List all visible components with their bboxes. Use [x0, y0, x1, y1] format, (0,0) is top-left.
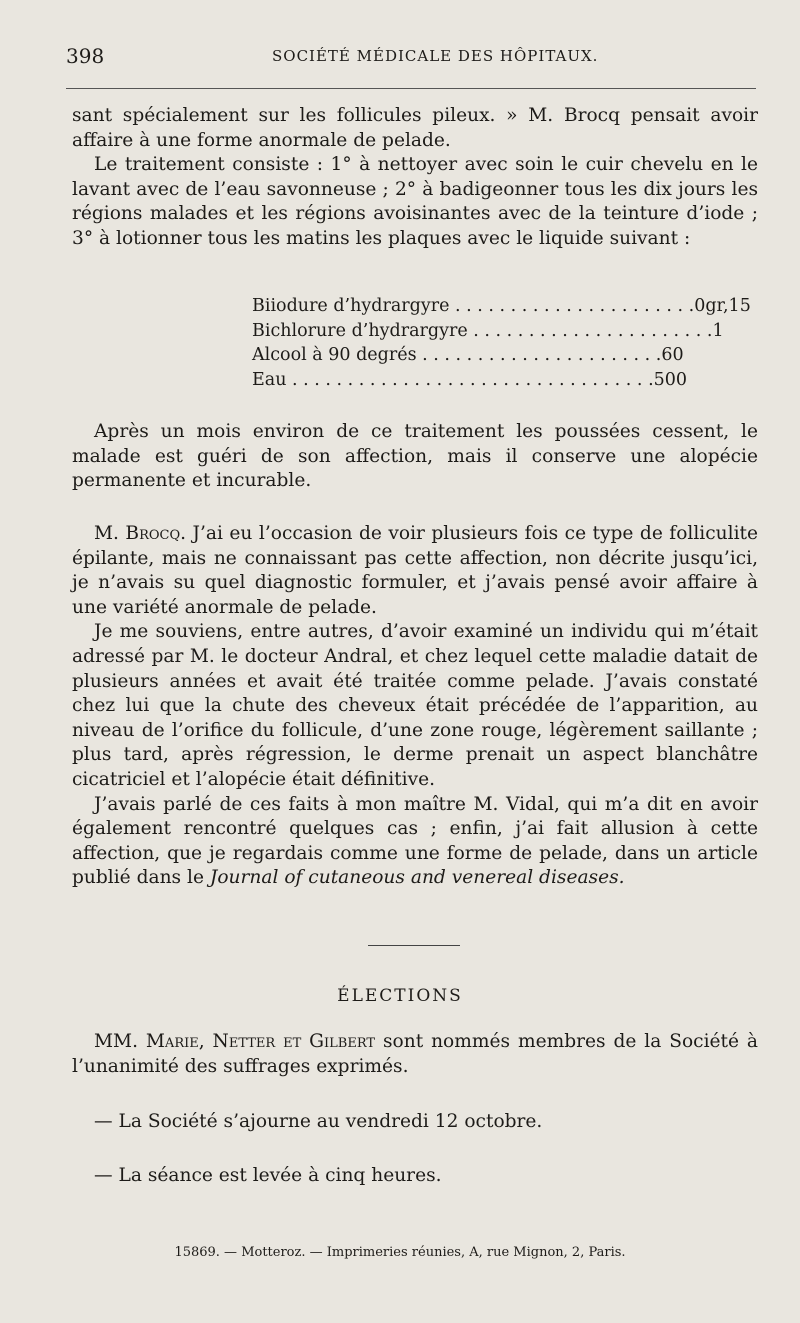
closing-paragraph: — La séance est levée à cinq heures. — [94, 1165, 442, 1186]
formula-quantity: 1 — [712, 320, 724, 341]
elections-block — [72, 1030, 758, 1079]
adjourn-block — [72, 1110, 758, 1135]
formula-row — [252, 343, 684, 368]
page-number: 398 — [66, 44, 105, 68]
intro-paragraph-1: sant spécialement sur les follicules pileux. » M. Brocq pensait avoir affaire à une forme anormale de pelade. — [72, 105, 758, 151]
brocq-paragraph-2: Je me souviens, entre autres, d’avoir examiné un individu qui m’était adressé par M. le docteur Andral, et chez lequel cette maladie datait de plusieurs années et avait été traitée comme pelade. J’avais constaté chez lui que la chute des cheveux était précédée de l’apparition, au niveau de l’orifice du follicule, d’une zone rouge, légèrement saillante ; plus tard, après régression, le derme prenait un aspect blanchâtre cicatriciel et l’alopécie était définitive. — [72, 621, 758, 790]
printer-footer: 15869. — Motteroz. — Imprimeries réunies, A, rue Mignon, 2, Paris. — [174, 1245, 626, 1260]
elected-members: MM. Marie, Netter et Gilbert — [94, 1031, 376, 1052]
page-header — [66, 44, 756, 74]
formula-row — [252, 319, 724, 344]
brocq-block — [72, 522, 758, 891]
formula-ingredient: Biiodure d’hydrargyre . . . . . . . . . . . . . . . . . . . . . . — [252, 296, 695, 316]
formula-row — [252, 368, 688, 393]
formula-quantity: 60 — [661, 345, 684, 365]
intro-block — [72, 104, 758, 252]
formula-ingredient: Bichlorure d’hydrargyre . . . . . . . . . . . . . . . . . . . . . . — [252, 320, 713, 341]
formula-ingredient: Eau . . . . . . . . . . . . . . . . . . . . . . . . . . . . . . . . . — [252, 369, 654, 390]
formula-quantity: 500 — [653, 369, 688, 390]
speaker-name: M. Brocq. — [94, 523, 187, 544]
closing-block — [72, 1164, 758, 1189]
journal-title: Journal of cutaneous and venereal diseases. — [209, 867, 625, 889]
section-separator — [368, 945, 460, 946]
formula-quantity: 0gr,15 — [694, 296, 751, 316]
formula-table — [252, 294, 751, 392]
after-formula-paragraph: Après un mois environ de ce traitement les poussées cessent, le malade est guéri de son affection, mais il conserve une alopécie permanente et incurable. — [72, 421, 758, 492]
brocq-paragraph-3: J’avais parlé de ces faits à mon maître M. Vidal, qui m’a dit en avoir également rencontré quelques cas ; enfin, j’ai fait allusion à cette affection, que je regardais comme une forme de pelade, dans un article publié dans le Journal of cutaneous and venereal diseases. — [72, 793, 758, 889]
adjourn-paragraph: — La Société s’ajourne au vendredi 12 octobre. — [94, 1111, 543, 1132]
elections-paragraph: MM. Marie, Netter et Gilbert sont nommés membres de la Société à l’unanimité des suffrages exprimés. — [72, 1031, 758, 1077]
header-rule — [66, 88, 756, 89]
running-title: SOCIÉTÉ MÉDICALE DES HÔPITAUX. — [272, 47, 599, 65]
formula-row — [252, 294, 751, 319]
formula-ingredient: Alcool à 90 degrés . . . . . . . . . . . . . . . . . . . . . . — [252, 345, 662, 365]
after-formula-block — [72, 420, 758, 494]
intro-paragraph-2: Le traitement consiste : 1° à nettoyer avec soin le cuir chevelu en le lavant avec de l’eau savonneuse ; 2° à badigeonner tous les dix jours les régions malades et les régions avoisinantes avec de la teinture d’iode ; 3° à lotionner tous les matins les plaques avec le liquide suivant : — [72, 154, 758, 249]
brocq-paragraph-1: M. Brocq. J’ai eu l’occasion de voir plusieurs fois ce type de folliculite épilante, mais ne connaissant pas cette affection, non décrite jusqu’ici, je n’avais su quel diagnostic formuler, et j’avais pensé avoir affaire à une variété anormale de pelade. — [72, 523, 758, 618]
section-title: ÉLECTIONS — [337, 986, 463, 1006]
